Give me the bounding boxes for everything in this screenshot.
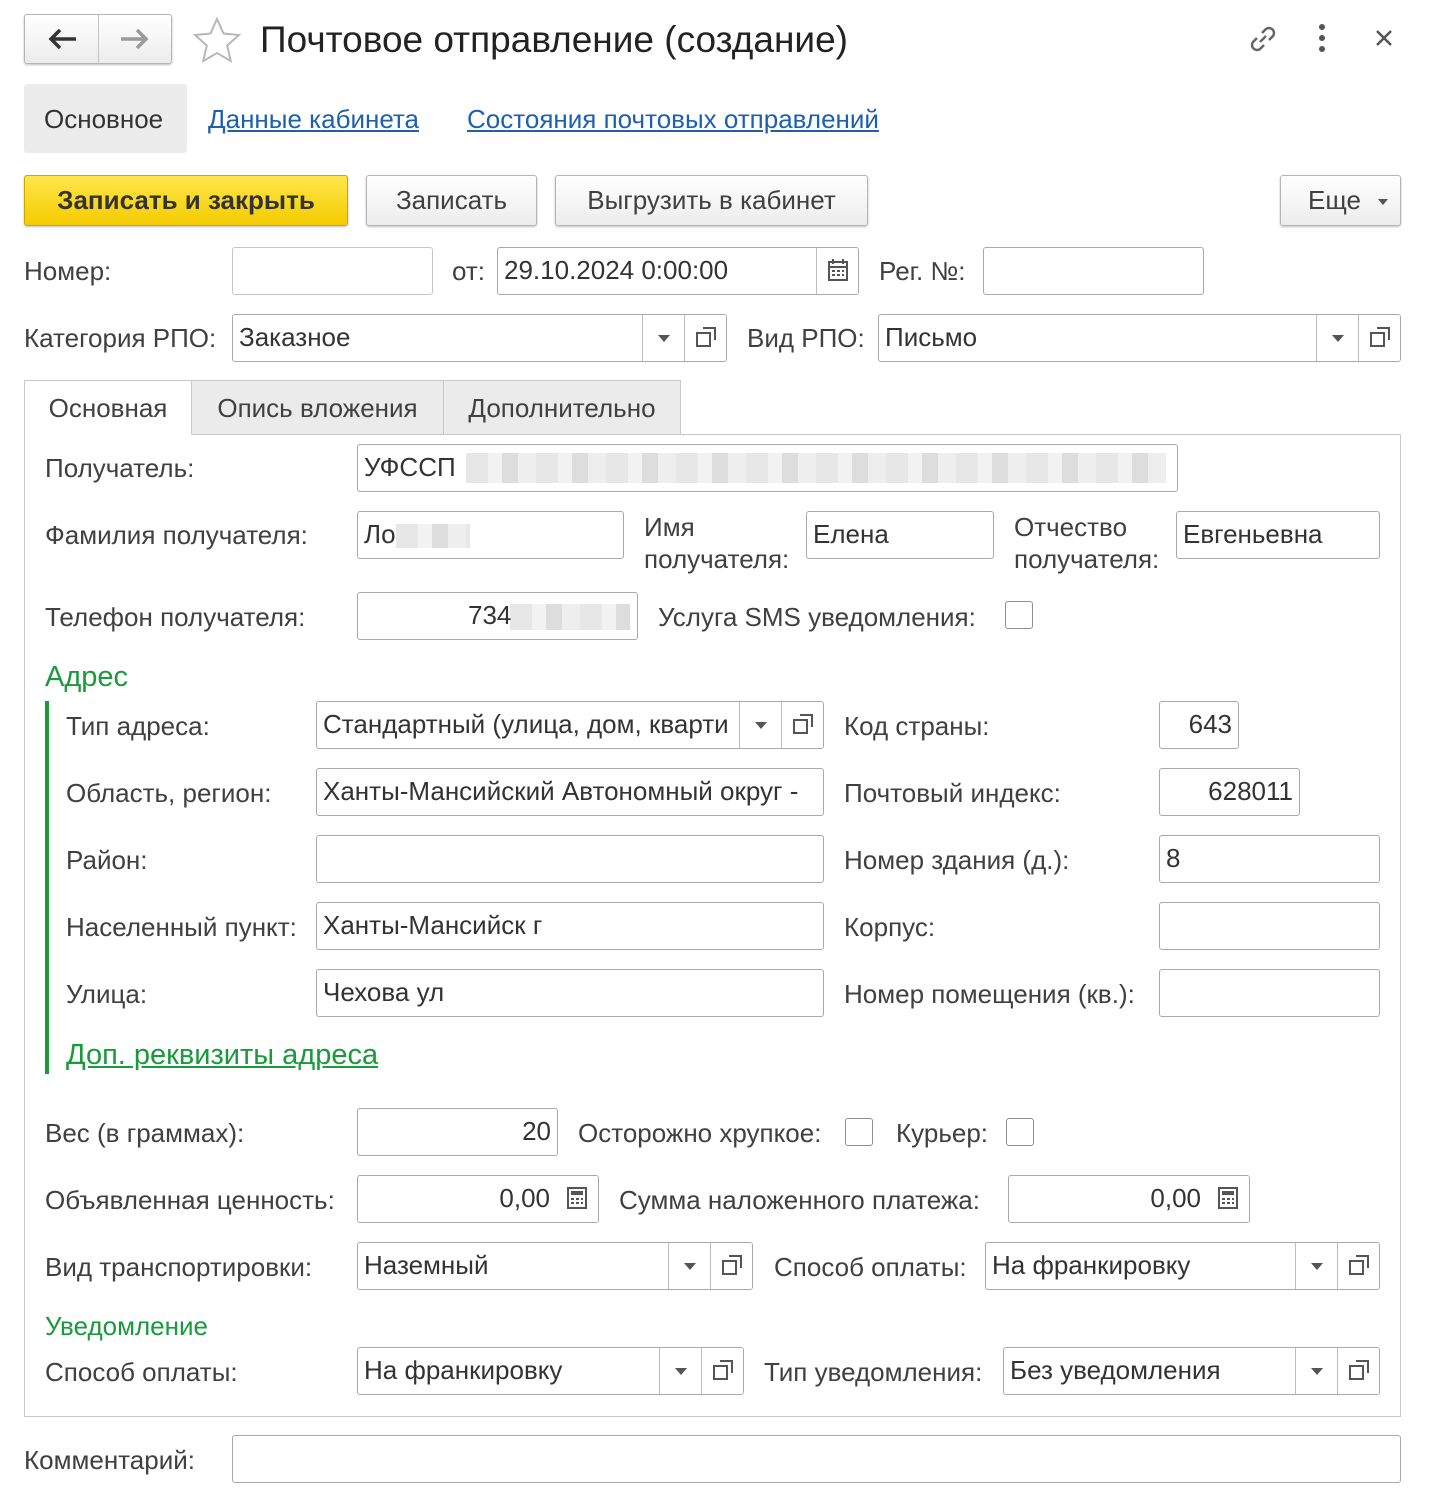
- address-type-select[interactable]: [316, 701, 824, 749]
- category-open-button[interactable]: [684, 315, 726, 361]
- notification-type-label: Тип уведомления:: [764, 1357, 983, 1387]
- declared-value-label: Объявленная ценность:: [45, 1185, 335, 1215]
- transport-value: Наземный: [364, 1250, 489, 1280]
- number-field[interactable]: [232, 247, 433, 295]
- phone-label: Телефон получателя:: [45, 602, 306, 632]
- cod-label: Сумма наложенного платежа:: [619, 1185, 980, 1215]
- upload-to-cabinet-button[interactable]: Выгрузить в кабинет: [555, 175, 868, 226]
- building-field[interactable]: 8: [1159, 835, 1380, 883]
- address-type-label: Тип адреса:: [66, 711, 210, 741]
- courier-checkbox[interactable]: [1006, 1118, 1034, 1146]
- building-label: Номер здания (д.):: [844, 845, 1070, 875]
- phone-field[interactable]: [357, 592, 638, 640]
- comment-label: Комментарий:: [24, 1445, 195, 1475]
- kind-dropdown-button[interactable]: [1316, 315, 1358, 361]
- link-icon[interactable]: [1244, 20, 1282, 58]
- open-form-icon: [721, 1254, 743, 1276]
- kind-value: Письмо: [885, 322, 978, 352]
- street-label: Улица:: [66, 979, 148, 1009]
- notification-section-title: Уведомление: [45, 1311, 208, 1341]
- region-field[interactable]: Ханты-Мансийский Автономный округ -: [316, 768, 824, 816]
- payment-value: На франкировку: [992, 1250, 1191, 1280]
- close-icon[interactable]: [1372, 26, 1396, 50]
- first-name-field[interactable]: Елена: [806, 511, 994, 559]
- notification-payment-open-button[interactable]: [701, 1348, 743, 1394]
- transport-select[interactable]: [357, 1242, 753, 1290]
- calculator-icon: [1218, 1187, 1238, 1209]
- recipient-value: УФССП: [364, 452, 456, 482]
- payment-dropdown-button[interactable]: [1295, 1243, 1337, 1289]
- payment-open-button[interactable]: [1337, 1243, 1379, 1289]
- first-name-label-line1: Имя: [644, 512, 695, 542]
- tab-main[interactable]: Основная: [24, 380, 192, 435]
- locality-label: Населенный пункт:: [66, 912, 297, 942]
- weight-label: Вес (в граммах):: [45, 1118, 245, 1148]
- recipient-field[interactable]: [357, 444, 1178, 492]
- room-label: Номер помещения (кв.):: [844, 979, 1135, 1009]
- open-form-icon: [1348, 1254, 1370, 1276]
- more-button[interactable]: [1280, 175, 1401, 226]
- room-field[interactable]: [1159, 969, 1380, 1017]
- forward-button[interactable]: [99, 15, 173, 63]
- kind-open-button[interactable]: [1358, 315, 1400, 361]
- notification-type-select[interactable]: [1003, 1347, 1380, 1395]
- nav-tab-cabinet-data[interactable]: Данные кабинета: [208, 104, 420, 134]
- category-value: Заказное: [239, 322, 351, 352]
- open-form-icon: [1369, 326, 1391, 348]
- patronymic-field[interactable]: Евгеньевна: [1176, 511, 1380, 559]
- notification-payment-dropdown-button[interactable]: [659, 1348, 701, 1394]
- back-arrow-icon: [46, 27, 78, 51]
- date-field[interactable]: [497, 247, 859, 295]
- sms-label: Услуга SMS уведомления:: [658, 602, 976, 632]
- weight-field[interactable]: 20: [357, 1108, 558, 1156]
- country-code-field[interactable]: 643: [1159, 701, 1239, 749]
- transport-open-button[interactable]: [710, 1243, 752, 1289]
- courier-label: Курьер:: [896, 1118, 989, 1148]
- address-type-value: Стандартный (улица, дом, кварти: [323, 709, 729, 739]
- transport-dropdown-button[interactable]: [668, 1243, 710, 1289]
- nav-button-group: [24, 14, 172, 64]
- dropdown-arrow-icon: [1378, 199, 1388, 205]
- open-form-icon: [1348, 1359, 1370, 1381]
- open-form-icon: [695, 326, 717, 348]
- calendar-icon: [828, 259, 848, 281]
- district-label: Район:: [66, 845, 148, 875]
- notification-payment-label: Способ оплаты:: [45, 1357, 238, 1387]
- transport-label: Вид транспортировки:: [45, 1252, 313, 1282]
- patronymic-label-line2: получателя:: [1014, 544, 1160, 574]
- favorite-star-icon[interactable]: [192, 16, 242, 64]
- district-field[interactable]: [316, 835, 824, 883]
- payment-select[interactable]: [985, 1242, 1380, 1290]
- fragile-checkbox[interactable]: [845, 1118, 873, 1146]
- save-button[interactable]: Записать: [366, 175, 537, 226]
- country-code-label: Код страны:: [844, 711, 990, 741]
- declared-calculator-button[interactable]: [556, 1176, 598, 1222]
- kind-label: Вид РПО:: [747, 323, 865, 353]
- patronymic-label-line1: Отчество: [1014, 512, 1128, 542]
- open-form-icon: [712, 1359, 734, 1381]
- redacted-area: [466, 453, 1166, 483]
- address-type-open-button[interactable]: [781, 702, 823, 748]
- save-and-close-button[interactable]: Записать и закрыть: [24, 175, 348, 226]
- notification-type-open-button[interactable]: [1337, 1348, 1379, 1394]
- surname-label: Фамилия получателя:: [45, 520, 308, 550]
- redacted-area: [396, 524, 470, 548]
- korpus-field[interactable]: [1159, 902, 1380, 950]
- notification-payment-select[interactable]: [357, 1347, 744, 1395]
- notification-type-dropdown-button[interactable]: [1295, 1348, 1337, 1394]
- redacted-area: [510, 604, 630, 630]
- tab-additional[interactable]: Дополнительно: [443, 380, 681, 435]
- first-name-label-line2: получателя:: [644, 544, 790, 574]
- address-section-title: Адрес: [45, 661, 129, 693]
- date-value: 29.10.2024 0:00:00: [504, 255, 729, 285]
- street-field[interactable]: Чехова ул: [316, 969, 824, 1017]
- date-from-label: от:: [452, 256, 486, 286]
- category-label: Категория РПО:: [24, 323, 217, 353]
- notification-type-value: Без уведомления: [1010, 1355, 1221, 1385]
- address-type-dropdown-button[interactable]: [739, 702, 781, 748]
- declared-value-field[interactable]: [357, 1175, 599, 1223]
- region-label: Область, регион:: [66, 778, 272, 808]
- sms-checkbox[interactable]: [1005, 601, 1033, 629]
- cod-field[interactable]: [1008, 1175, 1250, 1223]
- reg-number-field[interactable]: [983, 247, 1204, 295]
- nav-tab-main[interactable]: [24, 84, 187, 153]
- cod-value: 0,00: [1150, 1183, 1201, 1213]
- back-button[interactable]: [25, 15, 99, 63]
- page-title: Почтовое отправление (создание): [260, 19, 848, 60]
- category-select[interactable]: [232, 314, 727, 362]
- surname-field[interactable]: [357, 511, 624, 559]
- more-button-label: Еще: [1308, 185, 1361, 215]
- surname-value: Ло: [364, 519, 396, 549]
- nav-tab-main-label: Основное: [44, 104, 164, 134]
- payment-label: Способ оплаты:: [774, 1252, 967, 1282]
- extra-address-details-link[interactable]: Доп. реквизиты адреса: [66, 1039, 379, 1071]
- calendar-button[interactable]: [816, 248, 858, 294]
- postal-index-field[interactable]: 628011: [1159, 768, 1300, 816]
- forward-arrow-icon: [119, 27, 151, 51]
- korpus-label: Корпус:: [844, 912, 936, 942]
- nav-tab-mail-states[interactable]: Состояния почтовых отправлений: [467, 104, 879, 134]
- reg-number-label: Рег. №:: [879, 256, 966, 286]
- locality-field[interactable]: Ханты-Мансийск г: [316, 902, 824, 950]
- calculator-icon: [567, 1187, 587, 1209]
- postal-index-label: Почтовый индекс:: [844, 778, 1061, 808]
- declared-value: 0,00: [499, 1183, 550, 1213]
- comment-field[interactable]: [232, 1435, 1401, 1483]
- phone-value: 734: [468, 600, 512, 630]
- category-dropdown-button[interactable]: [642, 315, 684, 361]
- recipient-label: Получатель:: [45, 453, 195, 483]
- fragile-label: Осторожно хрупкое:: [578, 1118, 822, 1148]
- address-group-bar: [45, 701, 49, 1074]
- tab-attachments[interactable]: Опись вложения: [191, 380, 444, 435]
- cod-calculator-button[interactable]: [1207, 1176, 1249, 1222]
- more-options-icon[interactable]: [1312, 22, 1332, 54]
- open-form-icon: [792, 713, 814, 735]
- number-label: Номер:: [24, 256, 112, 286]
- notification-payment-value: На франкировку: [364, 1355, 563, 1385]
- kind-select[interactable]: [878, 314, 1401, 362]
